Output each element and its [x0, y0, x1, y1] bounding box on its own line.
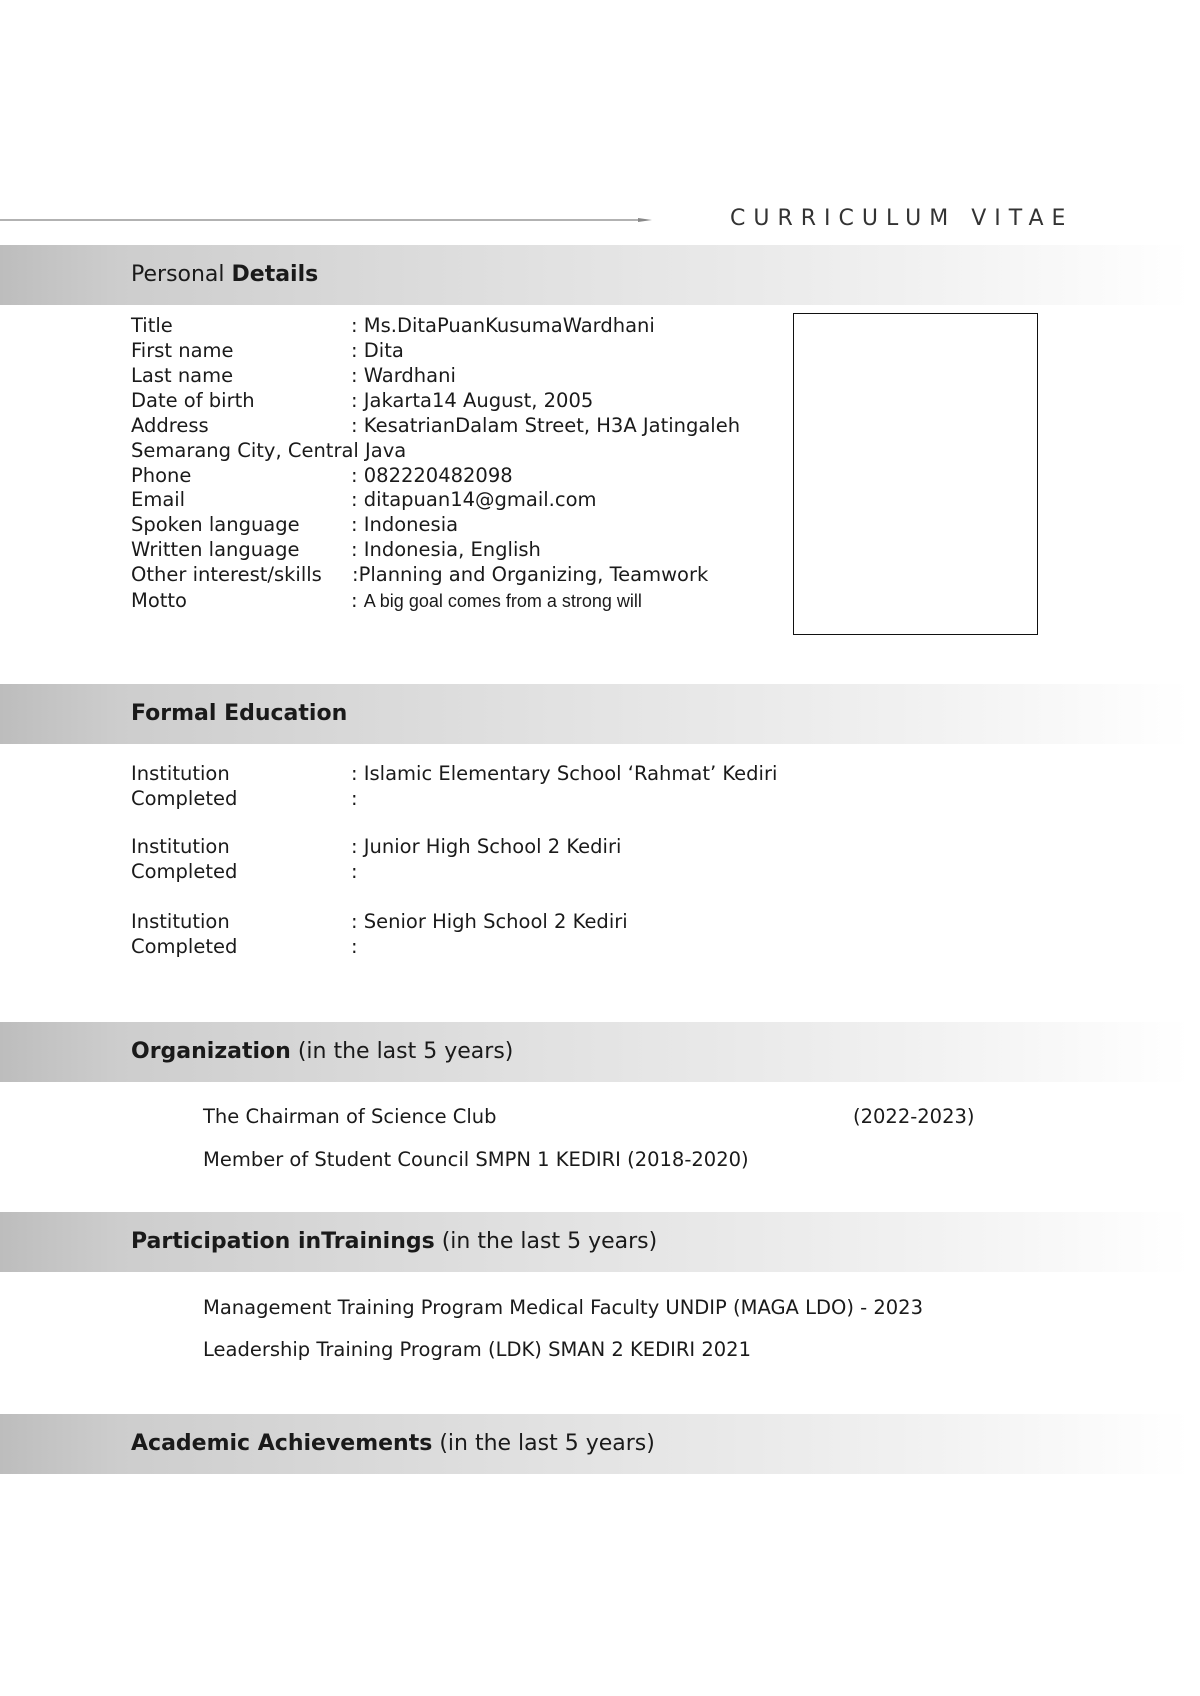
- field-label: Other interest/skills: [131, 563, 322, 586]
- training-item: Leadership Training Program (LDK) SMAN 2 KEDIRI 2021: [203, 1338, 751, 1361]
- document-title: CURRICULUM VITAE: [730, 206, 1074, 231]
- section-title-formal-education: Formal Education: [131, 701, 348, 726]
- photo-placeholder: [793, 313, 1038, 635]
- section-band-personal-details: [0, 245, 1190, 305]
- organization-years: (2022-2023): [853, 1105, 975, 1128]
- field-label: Last name: [131, 364, 234, 387]
- field-value: : Senior High School 2 Kediri: [351, 910, 628, 933]
- field-label: Completed: [131, 787, 238, 810]
- field-label: Completed: [131, 935, 238, 958]
- address-continuation: Semarang City, Central Java: [131, 439, 407, 462]
- field-value: : Indonesia, English: [351, 538, 541, 561]
- field-label: Title: [131, 314, 173, 337]
- field-value: : Wardhani: [351, 364, 456, 387]
- field-value: :Planning and Organizing, Teamwork: [352, 563, 709, 586]
- field-label: Institution: [131, 835, 230, 858]
- field-value: : Indonesia: [351, 513, 459, 536]
- field-value: :: [351, 787, 358, 810]
- section-title-organization: Organization (in the last 5 years): [131, 1039, 514, 1064]
- field-label: Date of birth: [131, 389, 255, 412]
- section-band-formal-education: [0, 684, 1190, 744]
- field-value: : Dita: [351, 339, 404, 362]
- field-value: : A big goal comes from a strong will: [351, 589, 642, 612]
- field-label: Address: [131, 414, 209, 437]
- field-label: Written language: [131, 538, 300, 561]
- field-label: Completed: [131, 860, 238, 883]
- header-arrow-line: [0, 218, 652, 222]
- field-label: Email: [131, 488, 186, 511]
- field-value: : Islamic Elementary School ‘Rahmat’ Kediri: [351, 762, 778, 785]
- field-label: First name: [131, 339, 234, 362]
- training-item: Management Training Program Medical Faculty UNDIP (MAGA LDO) - 2023: [203, 1296, 923, 1319]
- field-value: : ditapuan14@gmail.com: [351, 488, 597, 511]
- field-label: Institution: [131, 910, 230, 933]
- motto-text: A big goal comes from a strong will: [363, 591, 642, 611]
- field-label: Spoken language: [131, 513, 300, 536]
- field-value: : Ms.DitaPuanKusumaWardhani: [351, 314, 655, 337]
- field-label: Institution: [131, 762, 230, 785]
- section-band-academic-achievements: [0, 1414, 1190, 1474]
- field-value: : Jakarta14 August, 2005: [351, 389, 594, 412]
- section-band-organization: [0, 1022, 1190, 1082]
- field-value: : 082220482098: [351, 464, 513, 487]
- section-band-trainings: [0, 1212, 1190, 1272]
- section-title-trainings: Participation inTrainings (in the last 5 years): [131, 1229, 658, 1254]
- field-value: : Junior High School 2 Kediri: [351, 835, 622, 858]
- organization-item: [203, 1105, 975, 1128]
- section-title-academic-achievements: Academic Achievements (in the last 5 years): [131, 1431, 655, 1456]
- organization-item: [203, 1148, 749, 1171]
- field-value: : KesatrianDalam Street, H3A Jatingaleh: [351, 414, 741, 437]
- field-label: Motto: [131, 589, 187, 612]
- organization-role: The Chairman of Science Club: [203, 1105, 497, 1128]
- section-title-personal-details: Personal Details: [131, 262, 319, 287]
- organization-role: Member of Student Council SMPN 1 KEDIRI (2018-2020): [203, 1148, 749, 1171]
- field-value: :: [351, 860, 358, 883]
- field-value: :: [351, 935, 358, 958]
- field-label: Phone: [131, 464, 192, 487]
